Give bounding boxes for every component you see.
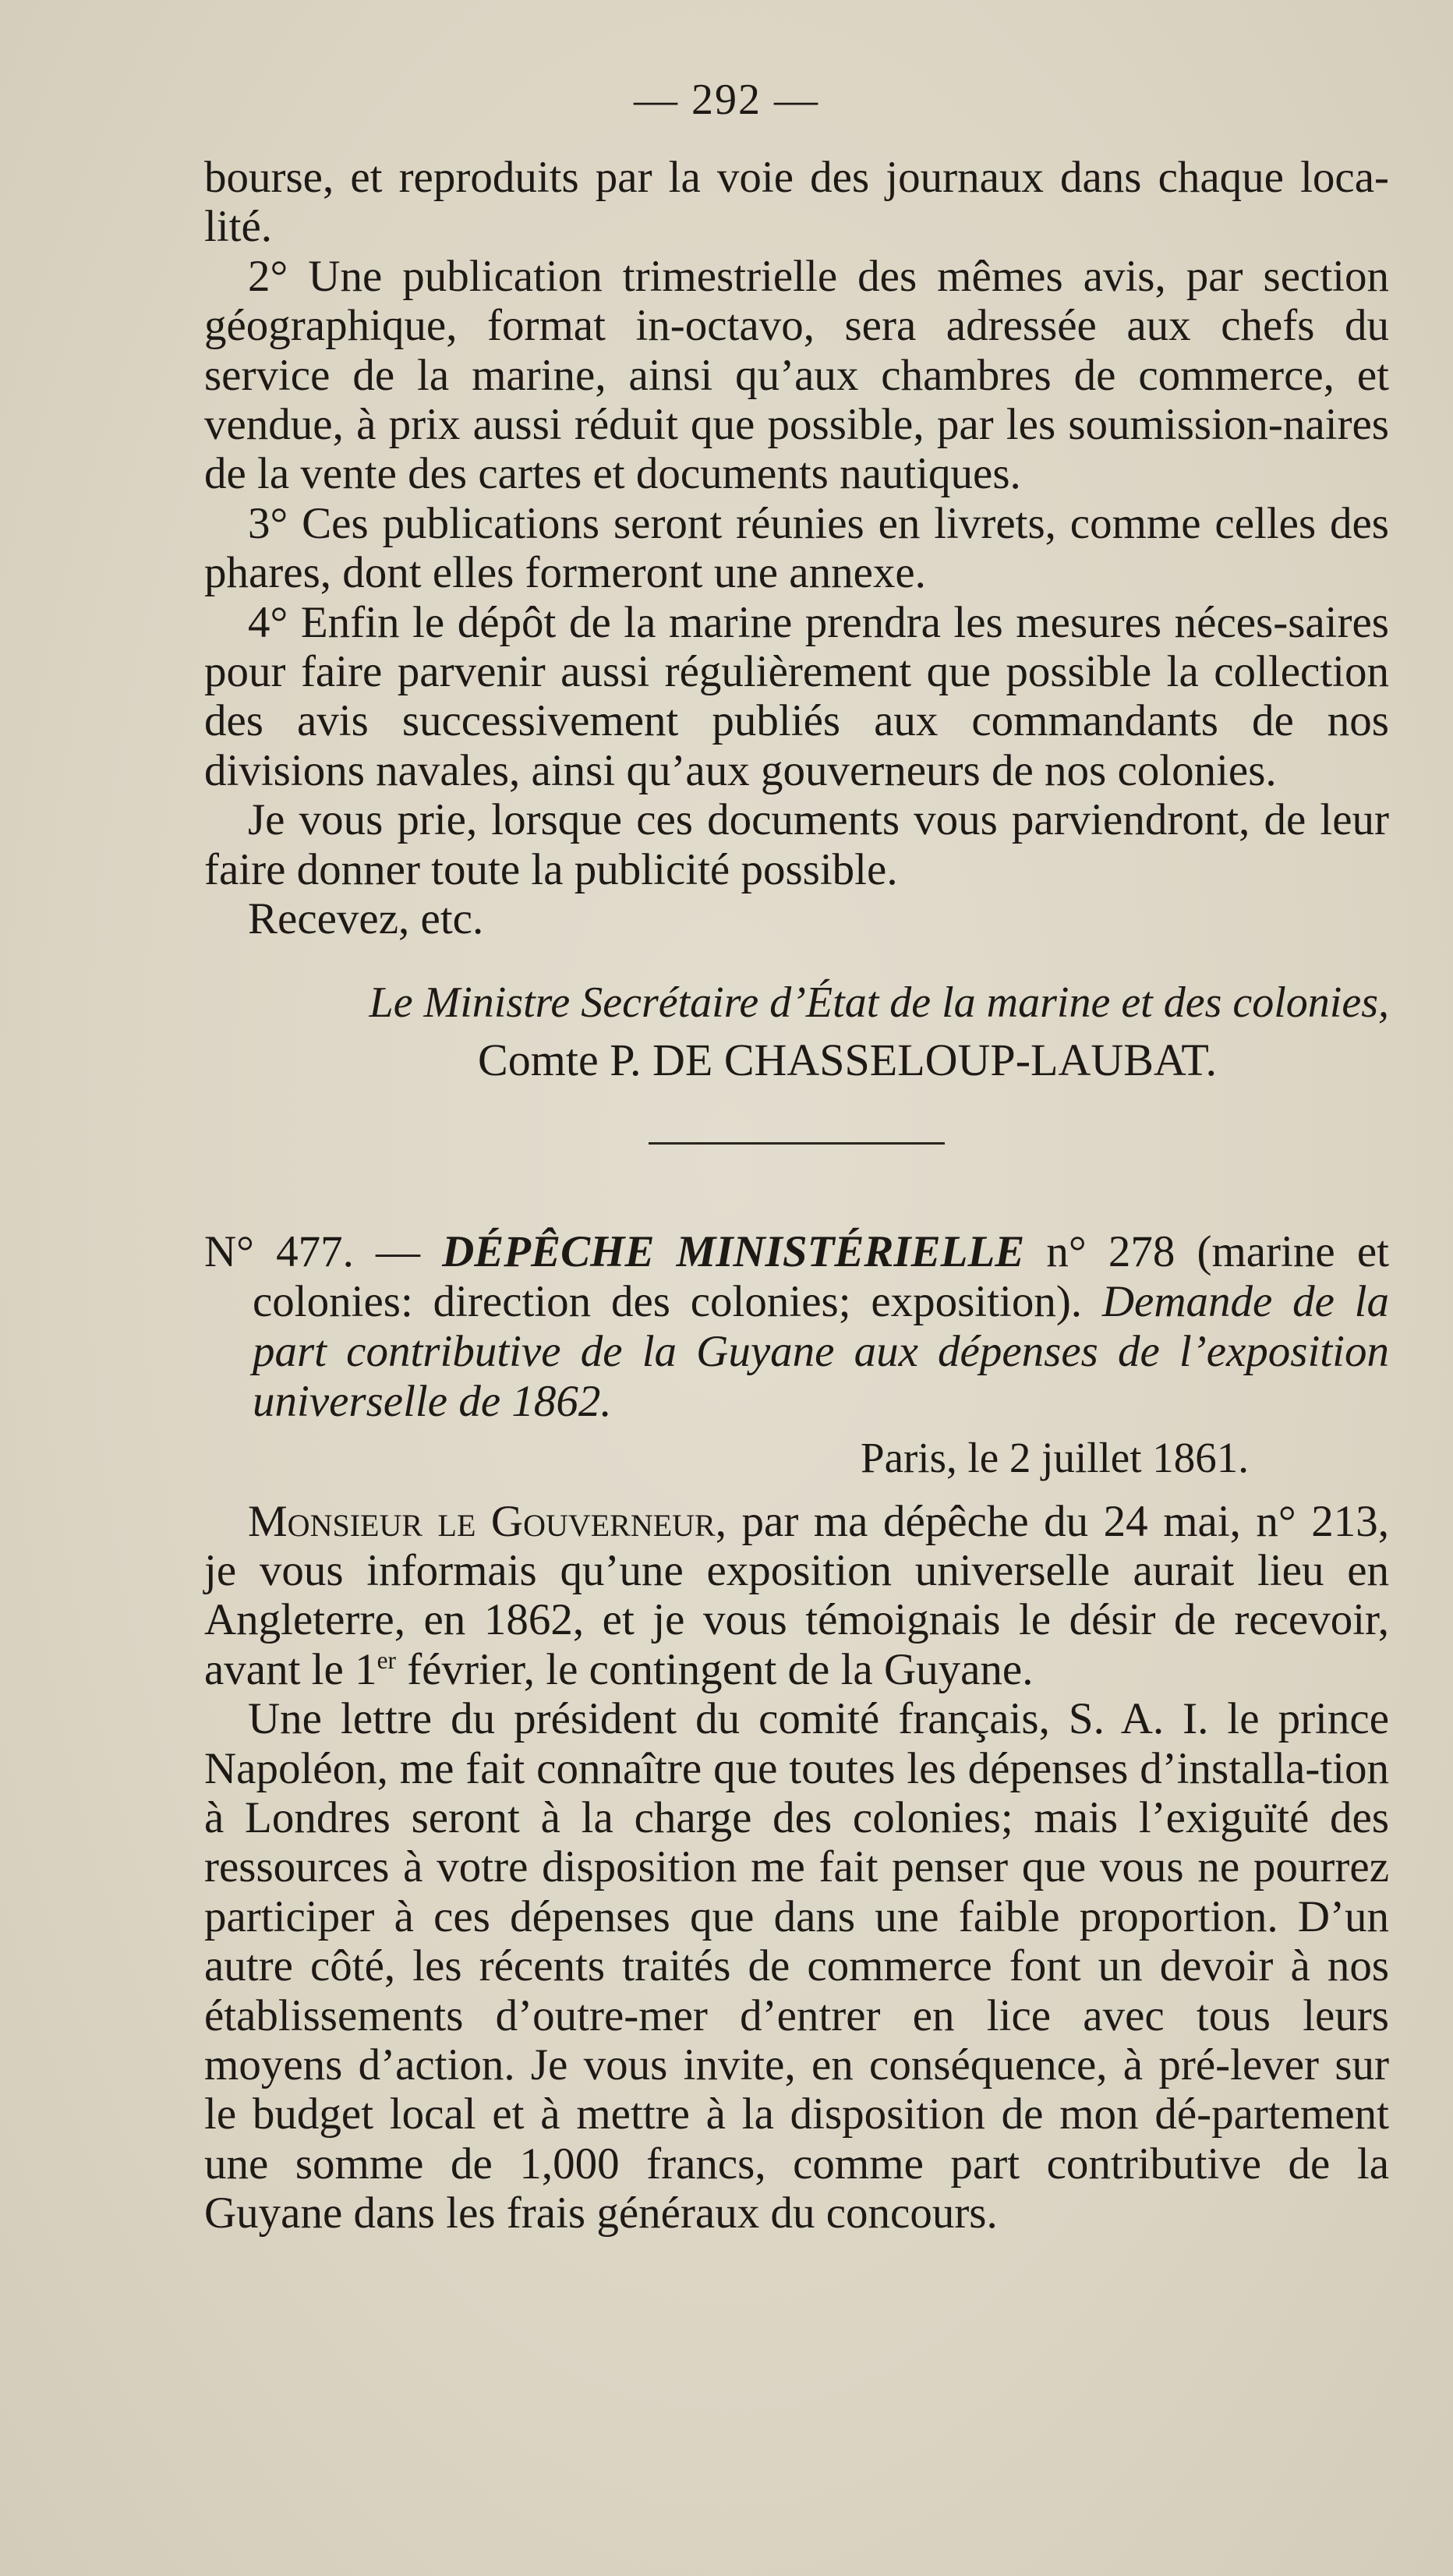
ordinal-superscript: er <box>377 1646 396 1674</box>
paragraph-continuation: bourse, et reproduits par la voie des journaux dans chaque loca-lité. <box>204 153 1389 252</box>
signature-name: Comte P. DE CHASSELOUP-LAUBAT. <box>478 1034 1217 1085</box>
dispatch-subject: Demande de la part contributive de la Guyane aux dépenses de l’exposition universelle de 1862. <box>253 1276 1390 1426</box>
dispatch-title: DÉPÊCHE MINISTÉRIELLE <box>442 1226 1025 1276</box>
dispatch-paragraph-1 <box>204 1497 1389 1695</box>
dispatch-body <box>204 1497 1389 2238</box>
section-divider <box>649 1142 945 1145</box>
salutation: Monsieur le Gouverneur <box>248 1496 716 1546</box>
dispatch-paragraph-1-text-a: , par ma dépêche du 24 mai, n° 213, je vous informais qu’une exposition universelle aurait lieu en Angleterre, en 1862, et je vous témoignais le désir de recevoir, avant le 1 <box>204 1496 1389 1694</box>
page-number: — 292 — <box>634 76 819 124</box>
dispatch-reference: n° 278 (marine et colonies: direction des colonies; exposition). <box>253 1226 1389 1326</box>
dispatch-heading-block <box>204 1227 1389 1427</box>
signature-title: Le Ministre Secrétaire d’État de la marine et des colonies, <box>369 978 1389 1027</box>
paragraph-request: Je vous prie, lorsque ces documents vous parviendront, de leur faire donner toute la publicité possible. <box>204 795 1389 894</box>
dispatch-paragraph-2: Une lettre du président du comité français, S. A. I. le prince Napoléon, me fait connaître que toutes les dépenses d’installa-tion à Londres seront à la charge des colonies; mais l’exiguïté des ressources à votre disposition me fait penser que vous ne pourrez participer à ces dépenses que dans une faible proportion. D’un autre côté, les récents traités de commerce font un devoir à nos établissements d’outre-mer d’entrer en lice avec tous leurs moyens d’action. Je vous invite, en conséquence, à pré-lever sur le budget local et à mettre à la disposition de mon dé-partement une somme de 1,000 francs, comme part contributive de la Guyane dans les frais généraux du concours. <box>204 1694 1389 2238</box>
paragraph-item-2: 2° Une publication trimestrielle des mêmes avis, par section géographique, format in-octavo, sera adressée aux chefs du service de la marine, ainsi qu’aux chambres de commerce, et vendue, à prix aussi réduit que possible, par les soumission-naires de la vente des cartes et documents nautiques. <box>204 251 1389 499</box>
paragraph-closing: Recevez, etc. <box>248 894 484 944</box>
paragraph-item-3: 3° Ces publications seront réunies en livrets, comme celles des phares, dont elles formeront une annexe. <box>204 498 1389 598</box>
dispatch-paragraph-1-text-b: février, le contingent de la Guyane. <box>395 1644 1034 1694</box>
place-date: Paris, le 2 juillet 1861. <box>860 1433 1249 1481</box>
paragraph-item-4: 4° Enfin le dépôt de la marine prendra les mesures néces-saires pour faire parvenir aussi régulièrement que possible la collection des avis successivement publiés aux commandants de nos divisions navales, ainsi qu’aux gouverneurs de nos colonies. <box>204 597 1389 795</box>
dispatch-number: N° 477. — <box>204 1226 420 1276</box>
text-column <box>204 153 1389 2238</box>
